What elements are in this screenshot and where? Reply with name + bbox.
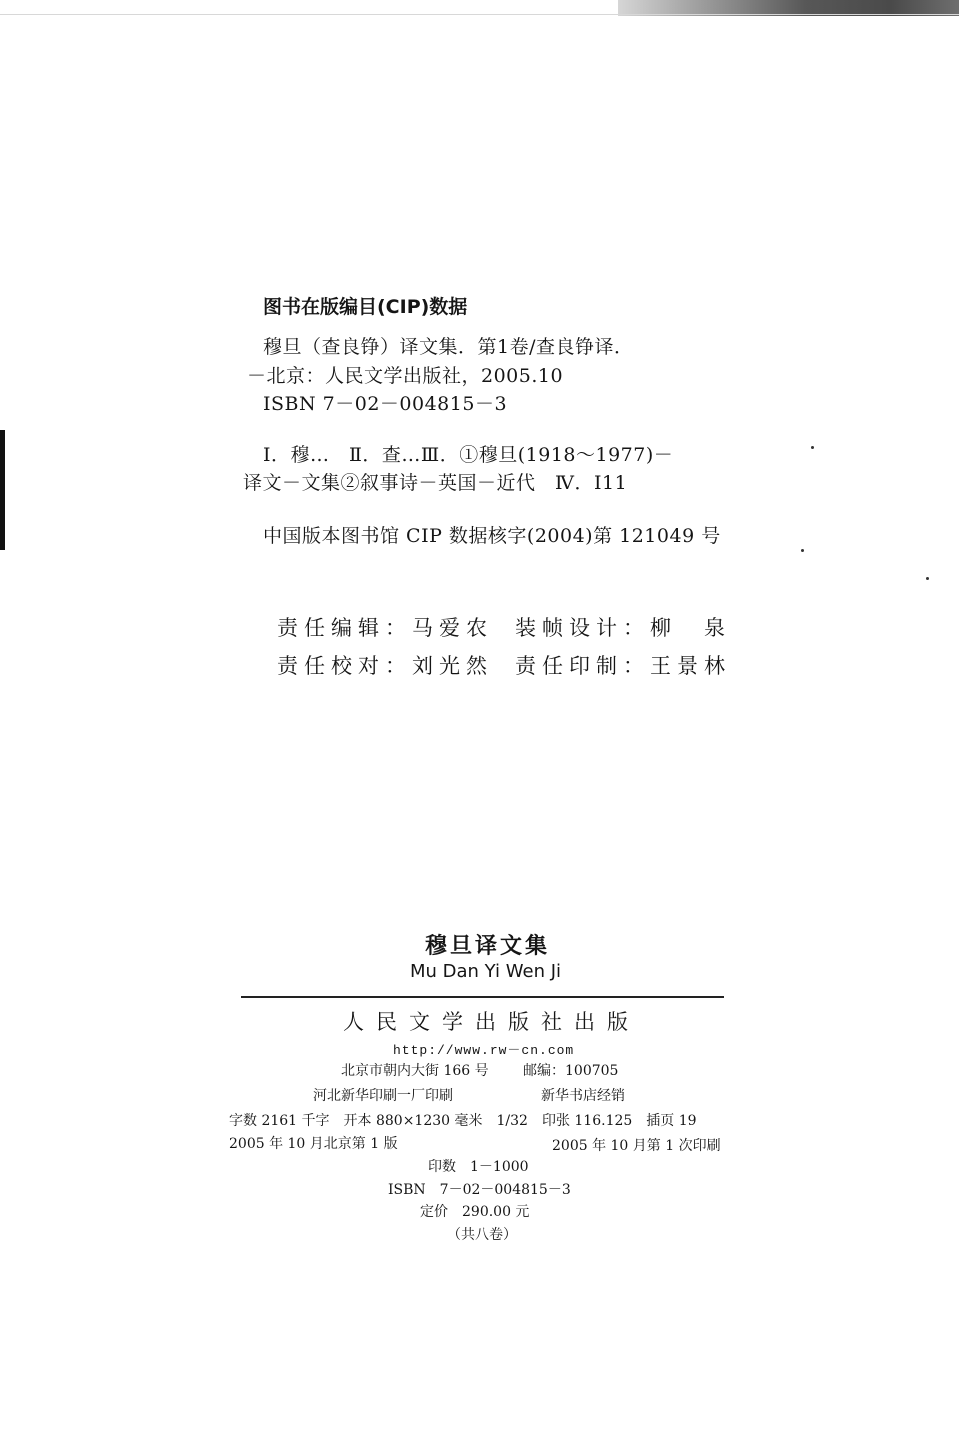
printer: 河北新华印刷一厂印刷 <box>313 1088 453 1104</box>
scan-speck <box>801 549 804 552</box>
cip-approval: 中国版本图书馆 CIP 数据核字(2004)第 121049 号 <box>263 525 721 547</box>
credit-editor: 责任编辑：马爱农 <box>277 616 493 640</box>
printing-date: 2005 年 10 月第 1 次印刷 <box>552 1138 721 1154</box>
publisher-url: http://www.rw－cn.com <box>393 1043 575 1058</box>
publisher-address: 北京市朝内大街 166 号 <box>341 1063 489 1079</box>
imprint-isbn: ISBN 7－02－004815－3 <box>388 1182 571 1198</box>
cip-isbn: ISBN 7－02－004815－3 <box>263 393 508 415</box>
credit-printing: 责任印制：王景林 <box>515 654 731 678</box>
scan-speck <box>811 446 814 449</box>
book-title: 穆旦译文集 <box>425 934 551 959</box>
volume-count: （共八卷） <box>447 1227 517 1243</box>
title-rule <box>241 996 724 998</box>
cip-heading: 图书在版编目(CIP)数据 <box>263 296 468 318</box>
cip-line: Ⅰ．穆… Ⅱ．查…Ⅲ．①穆旦(1918～1977)－ <box>263 444 674 466</box>
cip-line: 译文－文集②叙事诗－英国－近代 Ⅳ．I11 <box>243 472 628 494</box>
scan-speck <box>926 577 929 580</box>
print-run: 印数 1－1000 <box>428 1159 529 1175</box>
book-title-pinyin: Mu Dan Yi Wen Ji <box>410 961 562 982</box>
price: 定价 290.00 元 <box>420 1204 530 1220</box>
scan-line <box>0 14 959 15</box>
credit-proofreader: 责任校对：刘光然 <box>277 654 493 678</box>
specs: 字数 2161 千字 开本 880×1230 毫米 1/32 印张 116.125 插页 19 <box>229 1113 697 1129</box>
edition: 2005 年 10 月北京第 1 版 <box>229 1136 398 1152</box>
publisher: 人民文学出版社出版 <box>343 1010 640 1034</box>
distributor: 新华书店经销 <box>541 1088 625 1104</box>
binding-edge-mark <box>0 430 5 550</box>
postcode: 邮编：100705 <box>523 1063 619 1079</box>
credit-design: 装帧设计：柳 泉 <box>515 616 731 640</box>
cip-line: 穆旦（查良铮）译文集．第1卷/查良铮译． <box>263 336 634 358</box>
cip-line: －北京：人民文学出版社，2005.10 <box>247 365 564 387</box>
